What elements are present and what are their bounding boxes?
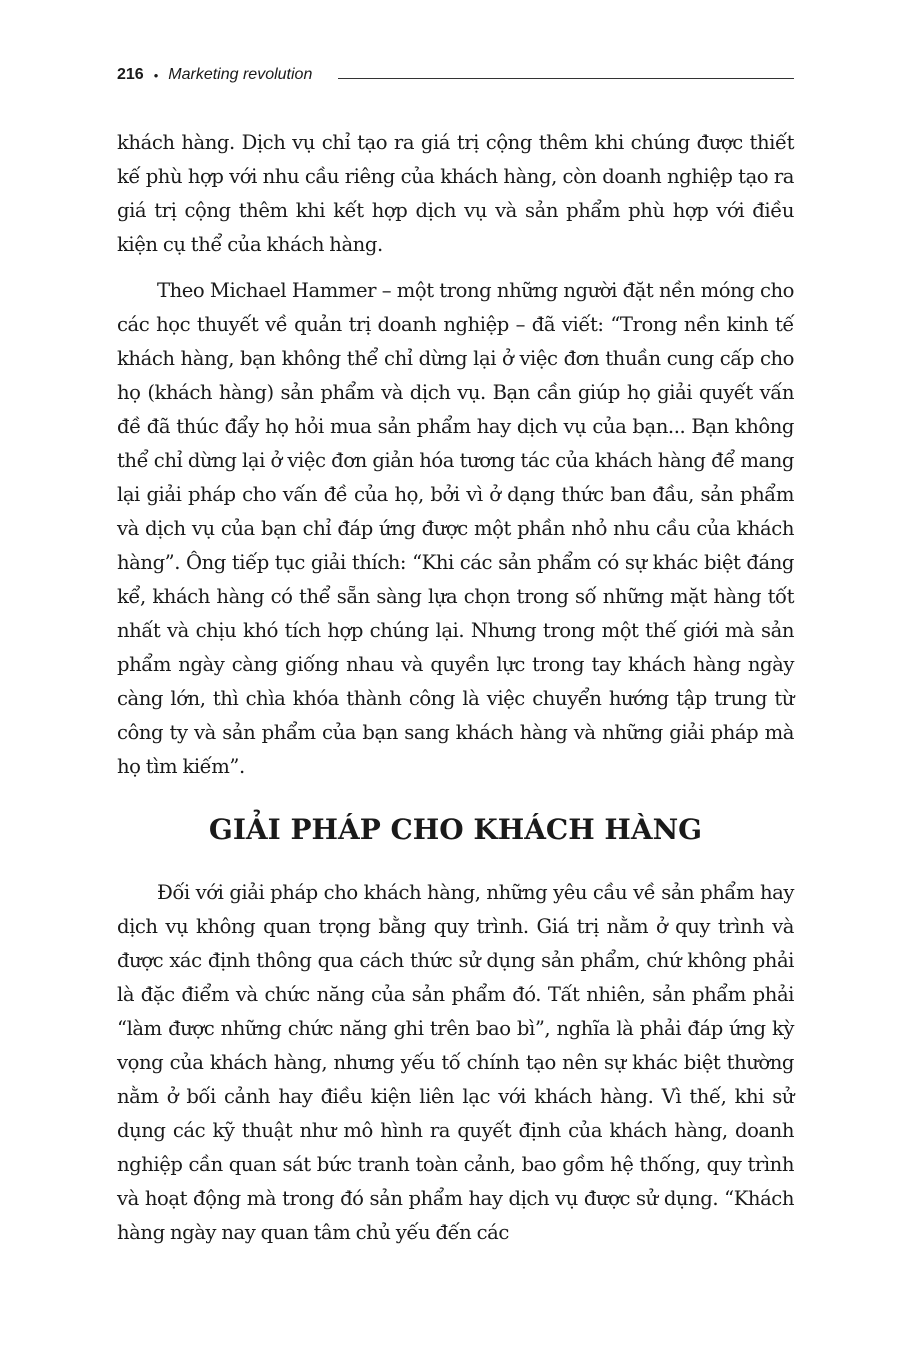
page-number: 216 [117, 66, 144, 83]
paragraph-customer-solutions: Đối với giải pháp cho khách hàng, những yêu cầu về sản phẩm hay dịch vụ không quan trọng bằng quy trình. Giá trị nằm ở quy trình và được xác định thông qua cách thức sử dụng sản phẩm, chứ không phải là đặc điểm và chức năng của sản phẩm đó. Tất nhiên, sản phẩm phải “làm được những chức năng ghi trên bao bì”, nghĩa là phải đáp ứng kỳ vọng của khách hàng, nhưng yếu tố chính tạo nên sự khác biệt thường nằm ở bối cảnh hay điều kiện liên lạc với khách hàng. Vì thế, khi sử dụng các kỹ thuật như mô hình ra quyết định của khách hàng, doanh nghiệp cần quan sát bức tranh toàn cảnh, bao gồm hệ thống, quy trình và hoạt động mà trong đó sản phẩm hay dịch vụ được sử dụng. “Khách hàng ngày nay quan tâm chủ yếu đến các [117, 881, 794, 1244]
paragraph-continuation: khách hàng. Dịch vụ chỉ tạo ra giá trị cộng thêm khi chúng được thiết kế phù hợp với nhu cầu riêng của khách hàng, còn doanh nghiệp tạo ra giá trị cộng thêm khi kết hợp dịch vụ và sản phẩm phù hợp với điều kiện cụ thể của khách hàng. [117, 131, 794, 256]
running-header [117, 62, 794, 88]
section-heading: GIẢI PHÁP CHO KHÁCH HÀNG [208, 813, 703, 846]
header-rule [338, 78, 794, 79]
paragraph-hammer-quote: Theo Michael Hammer – một trong những người đặt nền móng cho các học thuyết về quản trị doanh nghiệp – đã viết: “Trong nền kinh tế khách hàng, bạn không thể chỉ dừng lại ở việc đơn thuần cung cấp cho họ (khách hàng) sản phẩm và dịch vụ. Bạn cần giúp họ giải quyết vấn đề đã thúc đẩy họ hỏi mua sản phẩm hay dịch vụ của bạn... Bạn không thể chỉ dừng lại ở việc đơn giản hóa tương tác của khách hàng để mang lại giải pháp cho vấn đề của họ, bởi vì ở dạng thức ban đầu, sản phẩm và dịch vụ của bạn chỉ đáp ứng được một phần nhỏ nhu cầu của khách hàng”. Ông tiếp tục giải thích: “Khi các sản phẩm có sự khác biệt đáng kể, khách hàng có thể sẵn sàng lựa chọn trong số những mặt hàng tốt nhất và chịu khó tích hợp chúng lại. Nhưng trong một thế giới mà sản phẩm ngày càng giống nhau và quyền lực trong tay khách hàng ngày càng lớn, thì chìa khóa thành công là việc chuyển hướng tập trung từ công ty và sản phẩm của bạn sang khách hàng và những giải pháp mà họ tìm kiếm”. [117, 279, 794, 778]
book-title: Marketing revolution [168, 66, 313, 83]
body-text [117, 126, 794, 1250]
header-bullet: • [153, 67, 159, 83]
